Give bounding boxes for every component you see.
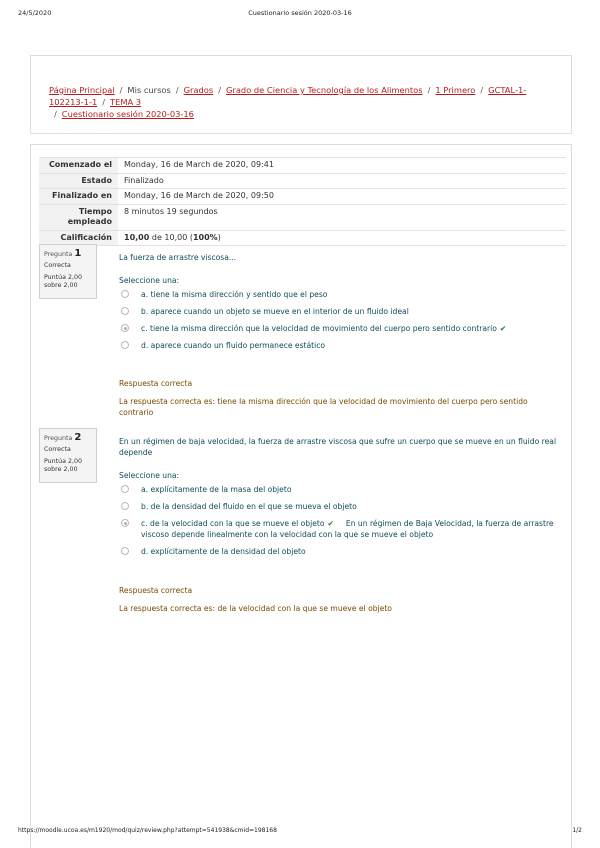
summary-label: Estado: [39, 174, 118, 189]
answer-option[interactable]: b. aparece cuando un objeto se mueve en el interior de un fluido ideal: [119, 306, 559, 317]
print-date: 24/5/2020: [18, 9, 52, 17]
question-info-1: [39, 244, 97, 299]
question-body-1: [119, 252, 559, 357]
check-icon: ✔: [499, 324, 507, 333]
grade-close: ): [217, 232, 221, 242]
outcome-verdict: Respuesta correcta: [119, 586, 193, 595]
radio-icon[interactable]: [121, 519, 129, 527]
breadcrumb-year[interactable]: 1 Primero: [435, 85, 476, 95]
question-outcome-1: [119, 378, 559, 418]
breadcrumb-separator: /: [119, 85, 123, 95]
summary-row-started: [39, 157, 566, 173]
breadcrumb-separator: /: [480, 85, 484, 95]
summary-label: Tiempo empleado: [39, 205, 118, 230]
radio-icon[interactable]: [121, 502, 129, 510]
print-page-number: 1/2: [572, 827, 582, 834]
radio-icon[interactable]: [121, 324, 129, 332]
summary-row-time: [39, 204, 566, 230]
question-number: Pregunta 2: [44, 432, 82, 443]
breadcrumb: [49, 84, 557, 120]
answer-feedback: En un régimen de Baja Velocidad, la fuerza de arrastre viscoso depende linealmente con la velocidad con la que se mueve el objeto: [141, 519, 554, 539]
question-grade: Puntúa 2,00 sobre 2,00: [44, 458, 83, 473]
radio-icon[interactable]: [121, 547, 129, 555]
answer-option[interactable]: a. tiene la misma dirección y sentido que el peso: [119, 289, 559, 300]
answer-list: [119, 289, 559, 351]
summary-value: 8 minutos 19 segundos: [124, 206, 218, 216]
answer-option-selected[interactable]: c. de la velocidad con la que se mueve el objeto ✔ En un régimen de Baja Velocidad, la fuerza de arrastre viscoso depende linealmente con la velocidad con la que se mueve el objeto: [119, 518, 559, 540]
answer-prompt: Seleccione una:: [119, 276, 180, 285]
quiz-review-panel: [30, 144, 572, 848]
radio-icon[interactable]: [121, 341, 129, 349]
grade-of: de 10,00 (: [151, 232, 193, 242]
question-info-2: [39, 428, 97, 483]
print-footer: [18, 827, 582, 837]
answer-option[interactable]: d. explícitamente de la densidad del objeto: [119, 546, 559, 557]
question-outcome-2: [119, 585, 559, 614]
breadcrumb-course[interactable]: GCTAL-1-102213-1-1: [49, 85, 527, 107]
print-header: [18, 9, 582, 19]
question-state: Correcta: [44, 262, 71, 269]
question-text: En un régimen de baja velocidad, la fuerza de arrastre viscosa que sufre un cuerpo que se mueve en un fluido real depende: [119, 437, 557, 457]
summary-value: Monday, 16 de March de 2020, 09:50: [124, 191, 274, 200]
breadcrumb-quiz[interactable]: Cuestionario sesión 2020-03-16: [61, 109, 194, 119]
breadcrumb-topic[interactable]: TEMA 3: [110, 97, 142, 107]
breadcrumb-home[interactable]: Página Principal: [49, 85, 115, 95]
answer-prompt: Seleccione una:: [119, 471, 180, 480]
question-grade: Puntúa 2,00 sobre 2,00: [44, 274, 83, 289]
radio-icon[interactable]: [121, 290, 129, 298]
summary-row-state: [39, 173, 566, 189]
radio-icon[interactable]: [121, 307, 129, 315]
breadcrumb-separator: /: [175, 85, 179, 95]
answer-option[interactable]: a. explícitamente de la masa del objeto: [119, 484, 559, 495]
breadcrumb-panel: [30, 55, 572, 134]
summary-value: Monday, 16 de March de 2020, 09:41: [124, 160, 274, 169]
breadcrumb-grados[interactable]: Grados: [183, 85, 214, 95]
summary-row-grade: [39, 230, 566, 247]
breadcrumb-separator: /: [54, 109, 57, 119]
outcome-right-answer: La respuesta correcta es: de la velocidad con la que se mueve el objeto: [119, 604, 392, 613]
print-url: https://moodle.ucoa.es/m1920/mod/quiz/review.php?attempt=541938&cmid=198168: [18, 827, 277, 834]
print-title: Cuestionario sesión 2020-03-16: [248, 9, 352, 17]
summary-label: Finalizado en: [39, 189, 118, 204]
outcome-verdict: Respuesta correcta: [119, 379, 193, 388]
answer-option[interactable]: d. aparece cuando un fluido permanece estático: [119, 340, 559, 351]
check-icon: ✔: [327, 519, 334, 528]
grade-percent: 100%: [192, 232, 218, 242]
question-state: Correcta: [44, 446, 71, 453]
breadcrumb-my-courses: Mis cursos: [127, 85, 171, 95]
question-text: La fuerza de arrastre viscosa...: [119, 253, 237, 262]
question-body-2: [119, 436, 559, 563]
breadcrumb-separator: /: [218, 85, 221, 95]
answer-option[interactable]: b. de la densidad del fluido en el que se mueva el objeto: [119, 501, 559, 512]
attempt-summary-table: [39, 157, 566, 246]
answer-list: [119, 484, 559, 557]
radio-icon[interactable]: [121, 485, 129, 493]
summary-value: [118, 231, 566, 246]
summary-label: Calificación: [39, 231, 118, 246]
outcome-right-answer: La respuesta correcta es: tiene la misma dirección que la velocidad de movimiento del cuerpo pero sentido contrario: [119, 397, 528, 417]
question-number: Pregunta 1: [44, 248, 82, 259]
grade-value: 10,00: [124, 232, 150, 242]
breadcrumb-degree[interactable]: Grado de Ciencia y Tecnología de los Alimentos: [226, 85, 423, 95]
summary-row-finished: [39, 188, 566, 204]
answer-option-selected[interactable]: c. tiene la misma dirección que la velocidad de movimiento del cuerpo pero sentido contrario ✔: [119, 323, 559, 334]
breadcrumb-separator: /: [427, 85, 431, 95]
summary-label: Comenzado el: [39, 158, 118, 173]
summary-value: Finalizado: [124, 175, 164, 185]
breadcrumb-separator: /: [102, 97, 106, 107]
